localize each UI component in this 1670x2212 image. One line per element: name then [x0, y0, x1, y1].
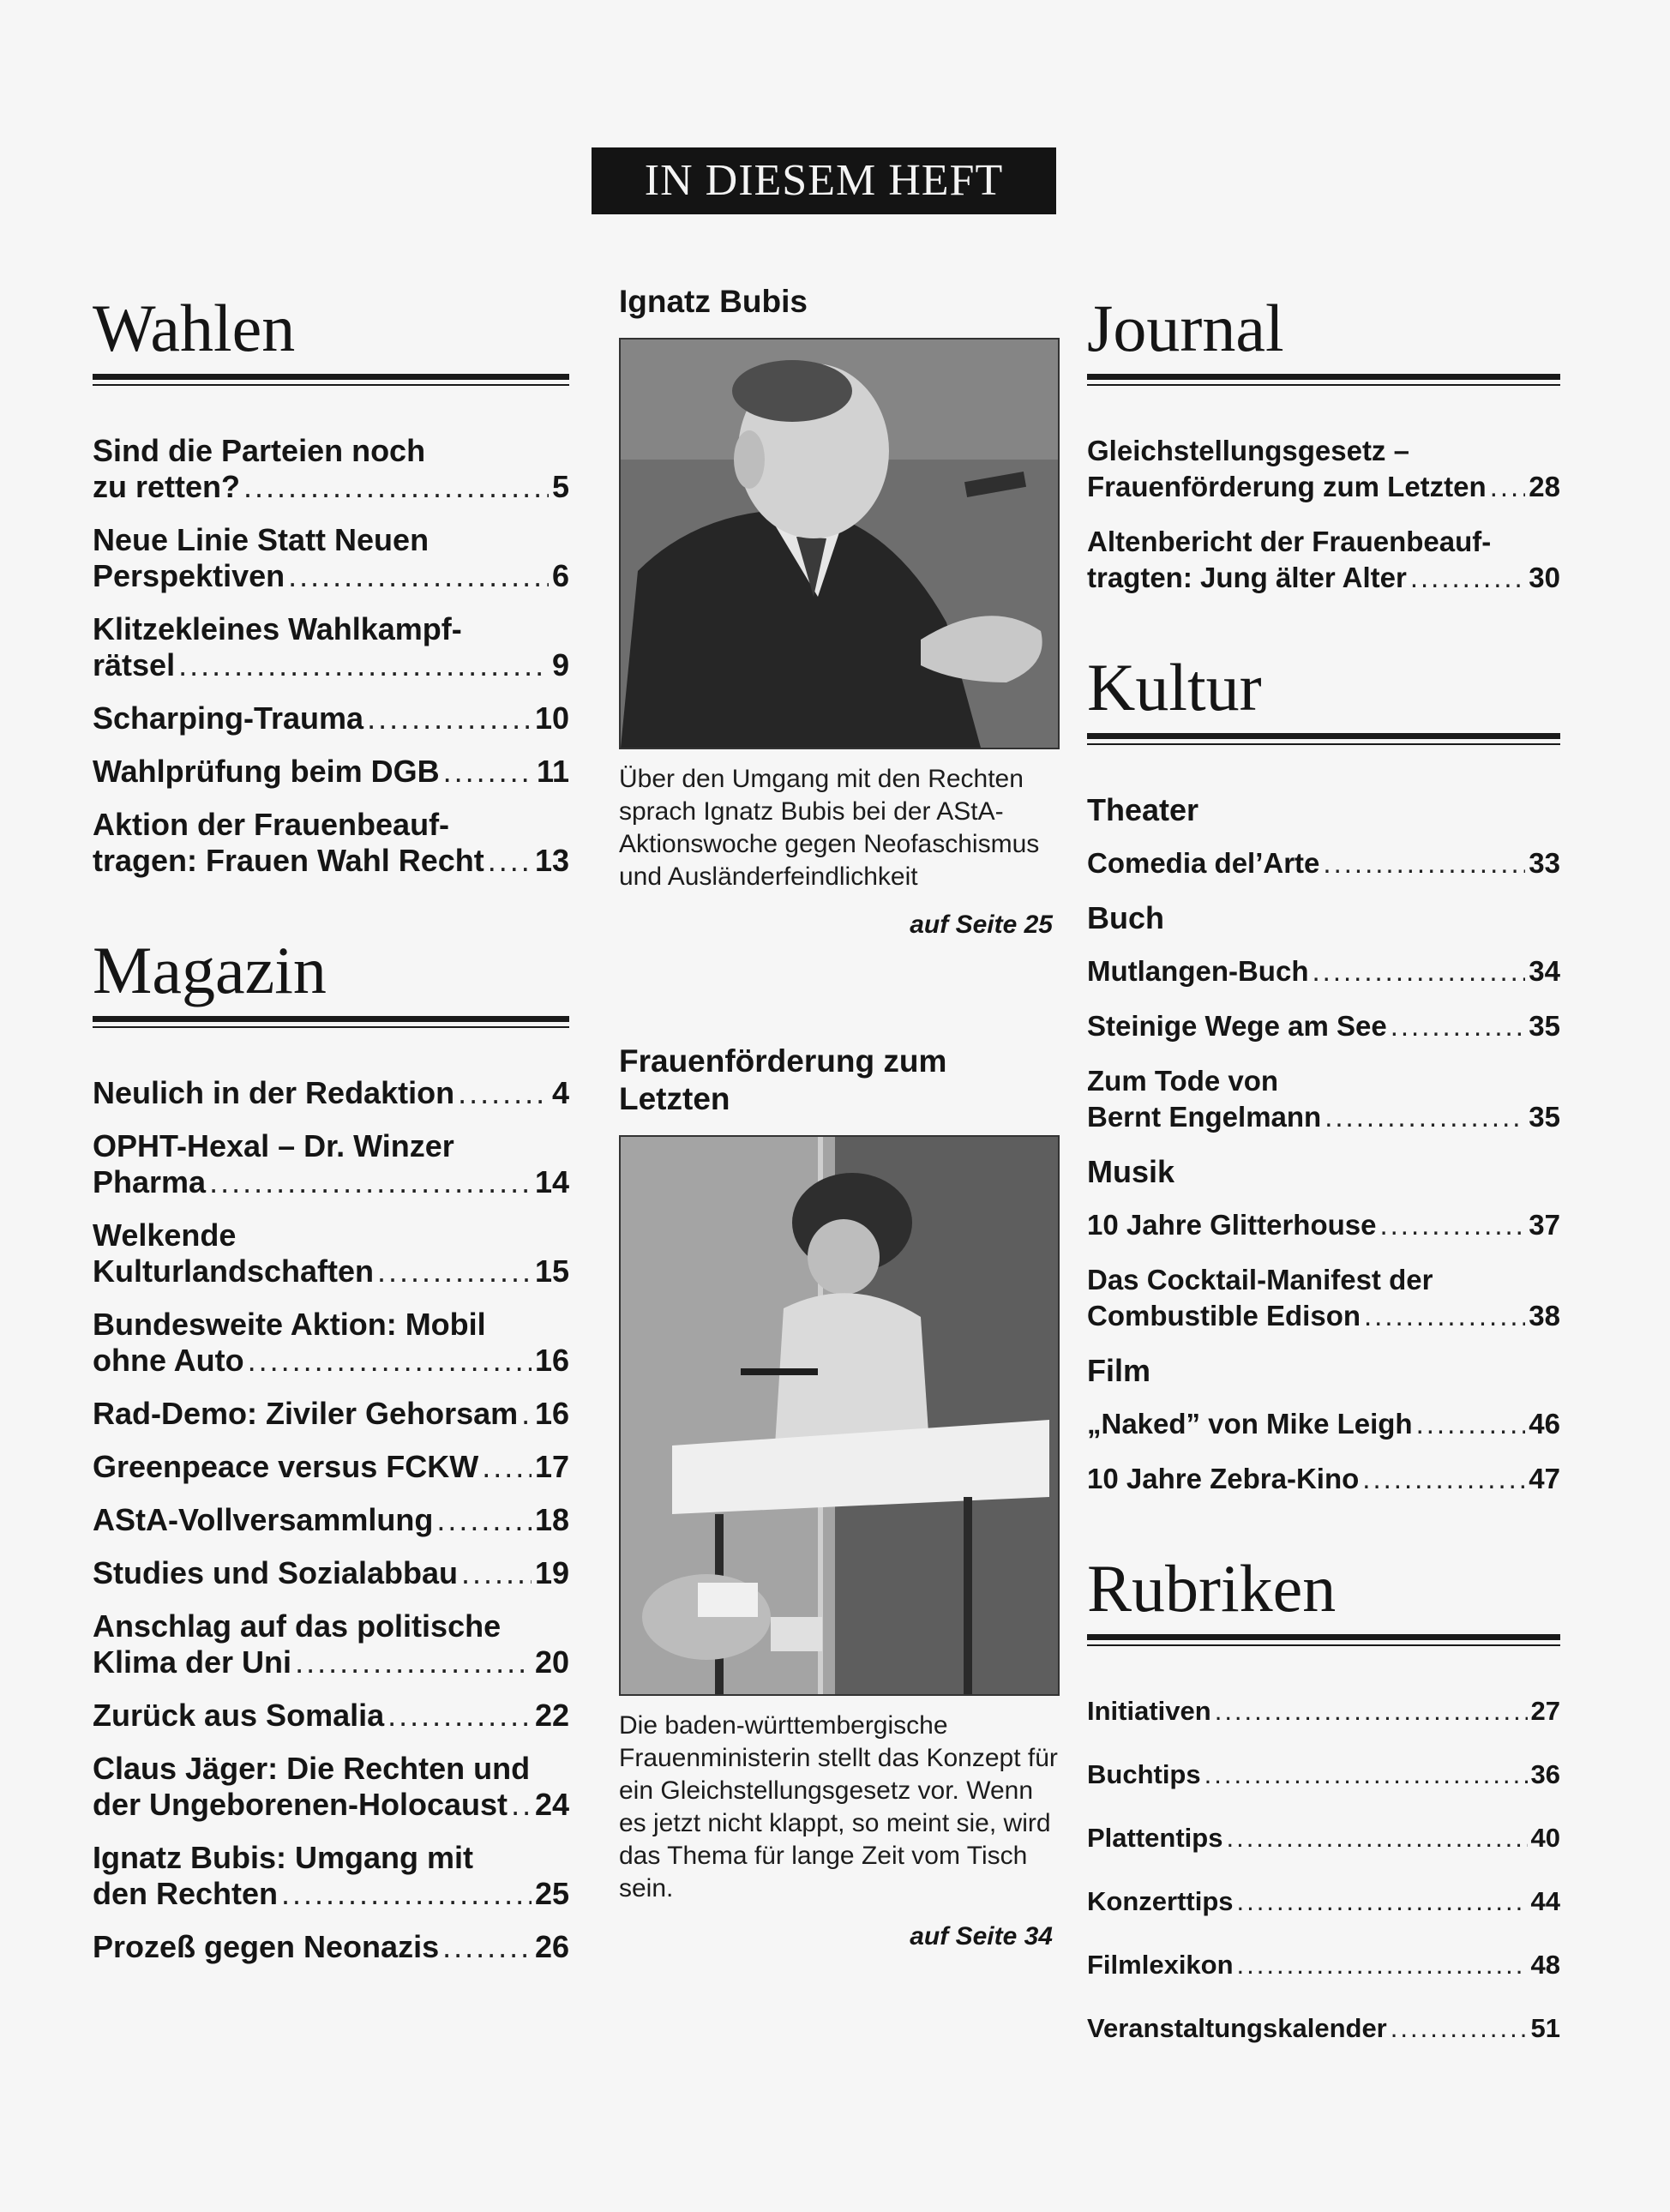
page-number: 24	[534, 1787, 569, 1822]
entry-line	[93, 754, 569, 790]
section-magazin	[93, 934, 569, 1965]
section-heading: Journal	[1087, 292, 1560, 380]
entry-title-line: Das Cocktail-Manifest der	[1087, 1264, 1433, 1295]
toc-entry[interactable]	[93, 754, 569, 790]
entry-title-line: Zum Tode von	[1087, 1065, 1279, 1097]
feature-title: Ignatz Bubis	[619, 284, 808, 319]
toc-entry[interactable]	[1087, 1820, 1560, 1856]
photo-caption: Über den Umgang mit den Rechten sprach Ignatz Bubis bei der AStA-Aktionswoche gegen Neofaschismus und Ausländerfeindlichkeit	[619, 765, 1040, 891]
toc-entry[interactable]	[93, 1075, 569, 1111]
dot-leader	[178, 647, 549, 683]
toc-list	[1087, 1640, 1560, 2047]
toc-list	[93, 1022, 569, 1965]
toc-entry[interactable]	[93, 1929, 569, 1965]
entry-title: zu retten?	[93, 469, 241, 504]
entry-title: Rad-Demo: Ziviler Gehorsam	[93, 1396, 519, 1431]
toc-entry[interactable]	[1087, 1693, 1560, 1729]
entry-title: 10 Jahre Zebra-Kino	[1087, 1463, 1360, 1494]
entry-line	[93, 1502, 569, 1538]
dot-leader	[387, 1698, 532, 1734]
entry-title: Initiativen	[1087, 1696, 1211, 1726]
entry-line	[1087, 845, 1560, 881]
toc-entry[interactable]	[1087, 2011, 1560, 2047]
toc-entry[interactable]	[93, 1840, 569, 1912]
entry-title: der Ungeborenen-Holocaust	[93, 1787, 508, 1822]
entry-title-line: Claus Jäger: Die Rechten und	[93, 1751, 531, 1786]
toc-entry[interactable]	[1087, 433, 1560, 505]
entry-line	[93, 1396, 569, 1432]
page-reference-link[interactable]: auf Seite 25	[910, 911, 1053, 939]
dot-leader	[295, 1644, 532, 1680]
dot-leader	[436, 1502, 532, 1538]
entry-title: Combustible Edison	[1087, 1300, 1361, 1331]
page-number: 16	[534, 1343, 569, 1378]
section-rubriken	[1087, 1552, 1560, 2047]
page-number: 34	[1529, 955, 1560, 987]
toc-entry[interactable]	[1087, 845, 1560, 881]
entry-title: Klima der Uni	[93, 1644, 292, 1680]
entry-title-line: Neue Linie Statt Neuen	[93, 522, 430, 557]
toc-entry[interactable]	[93, 1555, 569, 1591]
dot-leader	[1416, 1406, 1526, 1442]
page-number: 35	[1529, 1010, 1560, 1042]
section-heading: Magazin	[93, 934, 569, 1022]
toc-entry[interactable]	[1087, 1207, 1560, 1243]
entry-line	[1087, 1820, 1560, 1856]
toc-entry[interactable]	[93, 1751, 569, 1823]
entry-line	[93, 1876, 569, 1912]
entry-title: Filmlexikon	[1087, 1950, 1234, 1980]
toc-list	[93, 380, 569, 879]
page-number: 51	[1530, 2013, 1560, 2043]
toc-entry[interactable]	[93, 433, 569, 505]
toc-entry[interactable]	[1087, 1063, 1560, 1135]
toc-entry[interactable]	[93, 611, 569, 683]
entry-line	[1087, 1298, 1560, 1334]
entry-title: Neulich in der Redaktion	[93, 1075, 455, 1110]
entry-title-line: Sind die Parteien noch	[93, 433, 426, 468]
entry-line	[1087, 1406, 1560, 1442]
middle-column	[619, 283, 1060, 1951]
dot-leader	[488, 843, 532, 879]
entry-title-line: Gleichstellungsgesetz –	[1087, 435, 1409, 466]
toc-entry[interactable]	[93, 1502, 569, 1538]
feature-bubis	[619, 283, 1060, 940]
page-number: 27	[1530, 1696, 1560, 1726]
entry-title: ohne Auto	[93, 1343, 244, 1378]
toc-list	[1087, 1406, 1560, 1497]
entry-line	[93, 558, 569, 594]
entry-title: Prozeß gegen Neonazis	[93, 1929, 440, 1964]
entry-title-line: Bundesweite Aktion: Mobil	[93, 1307, 486, 1342]
category-label: Buch	[1087, 900, 1164, 935]
page-number: 30	[1529, 562, 1560, 593]
dot-leader	[1490, 469, 1526, 505]
page-number: 9	[551, 647, 569, 682]
entry-title: Veranstaltungskalender	[1087, 2013, 1387, 2043]
entry-title-line: Klitzekleines Wahlkampf-	[93, 611, 462, 646]
page-number: 38	[1529, 1300, 1560, 1331]
page-number: 4	[551, 1075, 569, 1110]
dot-leader	[1226, 1820, 1527, 1856]
dot-leader	[248, 1343, 532, 1379]
page-number: 18	[534, 1502, 569, 1537]
toc-entry[interactable]	[93, 1128, 569, 1200]
banner-title: IN DIESEM HEFT	[592, 147, 1056, 214]
section-heading: Wahlen	[93, 292, 569, 380]
page-number: 48	[1530, 1950, 1560, 1980]
page-number: 17	[534, 1449, 569, 1484]
toc-entry[interactable]	[93, 1396, 569, 1432]
toc-entry[interactable]	[1087, 1008, 1560, 1044]
entry-title: „Naked” von Mike Leigh	[1087, 1408, 1413, 1440]
entry-title: rätsel	[93, 647, 176, 682]
entry-title: Buchtips	[1087, 1759, 1201, 1789]
page-number: 13	[534, 843, 569, 878]
dot-leader	[442, 1929, 532, 1965]
page-number: 25	[534, 1876, 569, 1911]
entry-line	[93, 1929, 569, 1965]
toc-entry[interactable]	[93, 522, 569, 594]
minister-illustration	[621, 1137, 1058, 1694]
toc-entry[interactable]	[1087, 1406, 1560, 1442]
toc-entry[interactable]	[1087, 1262, 1560, 1334]
entry-line	[1087, 953, 1560, 989]
entry-line	[93, 1253, 569, 1289]
entry-line	[93, 1555, 569, 1591]
page-number: 35	[1529, 1101, 1560, 1133]
entry-title: Steinige Wege am See	[1087, 1010, 1387, 1042]
page-number: 6	[551, 558, 569, 593]
entry-title: 10 Jahre Glitterhouse	[1087, 1209, 1377, 1241]
dot-leader	[443, 754, 533, 790]
entry-title: tragen: Frauen Wahl Recht	[93, 843, 484, 878]
section-journal	[1087, 292, 1560, 596]
left-column	[93, 292, 569, 2020]
entry-line	[93, 1164, 569, 1200]
category-label: Theater	[1087, 792, 1199, 827]
page-number: 14	[534, 1164, 569, 1199]
entry-title-line: OPHT-Hexal – Dr. Winzer	[93, 1128, 454, 1163]
page-number: 47	[1529, 1463, 1560, 1494]
dot-leader	[1323, 845, 1525, 881]
dot-leader	[1237, 1884, 1528, 1920]
entry-title-line: Aktion der Frauenbeauf-	[93, 807, 450, 842]
entry-title: Konzerttips	[1087, 1886, 1234, 1916]
entry-title: Bernt Engelmann	[1087, 1101, 1322, 1133]
toc-list	[1087, 1207, 1560, 1334]
dot-leader	[1362, 1461, 1525, 1497]
entry-line	[93, 1698, 569, 1734]
dot-leader	[1379, 1207, 1525, 1243]
page-number: 36	[1530, 1759, 1560, 1789]
toc-entry[interactable]	[93, 1449, 569, 1485]
dot-leader	[288, 558, 549, 594]
dot-leader	[482, 1449, 532, 1485]
speaker-photo	[619, 338, 1060, 749]
page-number: 22	[534, 1698, 569, 1733]
entry-line	[1087, 1693, 1560, 1729]
entry-line	[93, 469, 569, 505]
dot-leader	[511, 1787, 532, 1823]
entry-line	[1087, 1947, 1560, 1983]
dot-leader	[521, 1396, 532, 1432]
toc-entry[interactable]	[1087, 1884, 1560, 1920]
category-label: Film	[1087, 1353, 1151, 1388]
toc-entry[interactable]	[1087, 524, 1560, 596]
feature-title: Frauenförderung zum Letzten	[619, 1043, 947, 1116]
kultur-list	[1087, 739, 1560, 1497]
entry-line	[1087, 1099, 1560, 1135]
page-number: 40	[1530, 1823, 1560, 1853]
toc-list	[1087, 380, 1560, 596]
entry-title: Kulturlandschaften	[93, 1253, 375, 1289]
dot-leader	[1215, 1693, 1528, 1729]
toc-entry[interactable]	[1087, 1947, 1560, 1983]
feature-frauenfoerderung	[619, 1043, 1060, 1951]
entry-title: Studies und Sozialabbau	[93, 1555, 459, 1590]
dot-leader	[281, 1876, 532, 1912]
entry-title-line: Altenbericht der Frauenbeauf-	[1087, 526, 1492, 557]
section-kultur	[1087, 651, 1560, 1497]
page-number: 19	[534, 1555, 569, 1590]
entry-title: Frauenförderung zum Letzten	[1087, 471, 1487, 502]
page-number: 44	[1530, 1886, 1560, 1916]
entry-title: tragten: Jung älter Alter	[1087, 562, 1407, 593]
page-number: 28	[1529, 471, 1560, 502]
entry-line	[93, 1787, 569, 1823]
toc-entry[interactable]	[1087, 1757, 1560, 1793]
minister-photo	[619, 1135, 1060, 1696]
toc-entry[interactable]	[93, 1698, 569, 1734]
entry-title: Comedia del’Arte	[1087, 847, 1320, 879]
entry-title: Zurück aus Somalia	[93, 1698, 385, 1733]
dot-leader	[243, 469, 549, 505]
entry-title: Wahlprüfung beim DGB	[93, 754, 440, 789]
section-heading: Kultur	[1087, 651, 1560, 739]
dot-leader	[1325, 1099, 1525, 1135]
entry-line	[93, 1644, 569, 1680]
entry-line	[93, 843, 569, 879]
toc-entry[interactable]	[1087, 1461, 1560, 1497]
dot-leader	[1237, 1947, 1528, 1983]
dot-leader	[1410, 560, 1525, 596]
dot-leader	[458, 1075, 549, 1111]
dot-leader	[377, 1253, 532, 1289]
page-number: 37	[1529, 1209, 1560, 1241]
right-column	[1087, 292, 1560, 2101]
entry-title: Plattentips	[1087, 1823, 1223, 1853]
section-wahlen	[93, 292, 569, 879]
page-number: 46	[1529, 1408, 1560, 1440]
entry-line	[93, 647, 569, 683]
toc-entry[interactable]	[93, 700, 569, 736]
entry-title: Perspektiven	[93, 558, 285, 593]
photo-caption: Die baden-württembergische Frauenministerin stellt das Konzept für ein Gleichstellungsgesetz vor. Wenn es jetzt nicht klappt, so meint sie, wird das Thema für lange Zeit vom Tisch sein.	[619, 1711, 1058, 1902]
dot-leader	[209, 1164, 532, 1200]
page-number: 26	[534, 1929, 569, 1964]
entry-line	[93, 1449, 569, 1485]
toc-list	[1087, 845, 1560, 881]
dot-leader	[1391, 1008, 1526, 1044]
entry-title: Mutlangen-Buch	[1087, 955, 1309, 987]
dot-leader	[1312, 953, 1525, 989]
toc-entry[interactable]	[93, 1307, 569, 1379]
speaker-illustration	[621, 340, 1058, 748]
dot-leader	[1364, 1298, 1525, 1334]
entry-line	[1087, 1884, 1560, 1920]
page-number: 15	[534, 1253, 569, 1289]
page-number: 5	[551, 469, 569, 504]
page-number: 11	[536, 754, 569, 789]
entry-line	[93, 700, 569, 736]
entry-title-line: Welkende	[93, 1217, 237, 1253]
dot-leader	[1391, 2011, 1528, 2047]
entry-title: den Rechten	[93, 1876, 279, 1911]
toc-entry[interactable]	[93, 1608, 569, 1680]
page-number: 33	[1529, 847, 1560, 879]
toc-list	[1087, 953, 1560, 1135]
toc-entry[interactable]	[93, 807, 569, 879]
entry-line	[93, 1075, 569, 1111]
page-reference-link[interactable]: auf Seite 34	[910, 1922, 1053, 1951]
entry-title: AStA-Vollversammlung	[93, 1502, 434, 1537]
entry-line	[1087, 560, 1560, 596]
entry-line	[1087, 469, 1560, 505]
entry-line	[1087, 1461, 1560, 1497]
entry-title-line: Ignatz Bubis: Umgang mit	[93, 1840, 473, 1875]
entry-line	[1087, 1008, 1560, 1044]
entry-title: Scharping-Trauma	[93, 700, 364, 736]
dot-leader	[461, 1555, 532, 1591]
category-label: Musik	[1087, 1154, 1175, 1189]
section-heading: Rubriken	[1087, 1552, 1560, 1640]
toc-entry[interactable]	[93, 1217, 569, 1289]
entry-title: Pharma	[93, 1164, 207, 1199]
entry-title-line: Anschlag auf das politische	[93, 1608, 502, 1644]
entry-line	[93, 1343, 569, 1379]
entry-title: Greenpeace versus FCKW	[93, 1449, 479, 1484]
page-number: 20	[534, 1644, 569, 1680]
entry-line	[1087, 1757, 1560, 1793]
toc-entry[interactable]	[1087, 953, 1560, 989]
page-number: 10	[534, 700, 569, 736]
dot-leader	[367, 700, 532, 736]
entry-line	[1087, 1207, 1560, 1243]
entry-line	[1087, 2011, 1560, 2047]
dot-leader	[1204, 1757, 1528, 1793]
page-number: 16	[534, 1396, 569, 1431]
